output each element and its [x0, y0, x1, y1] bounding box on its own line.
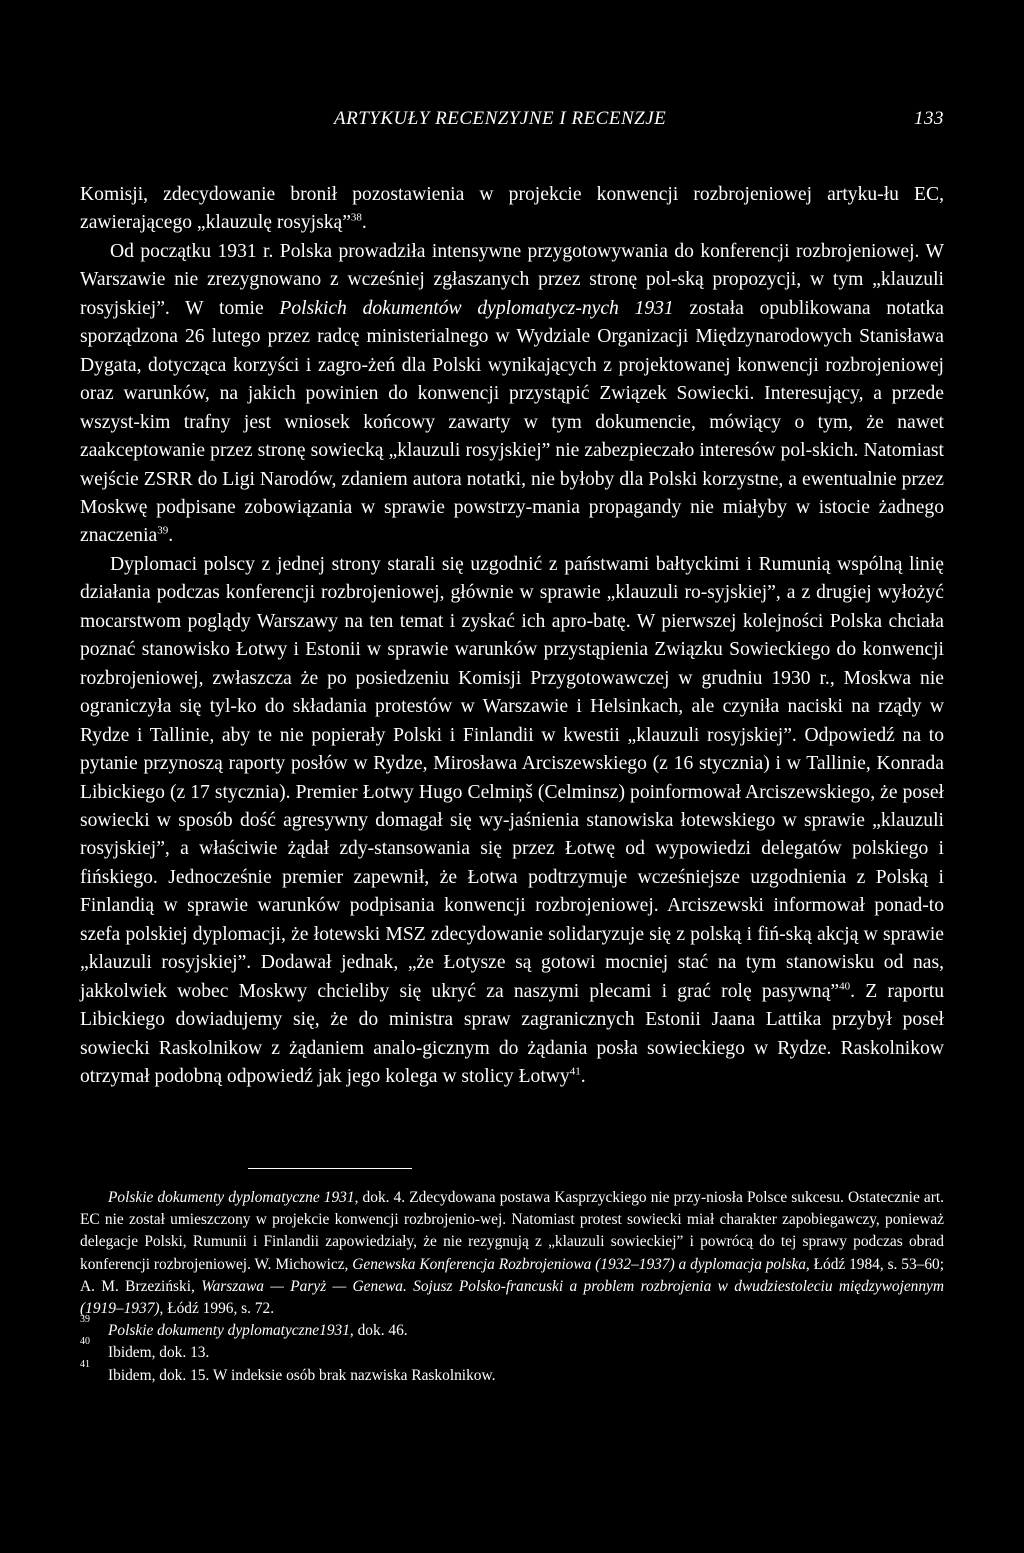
footnote-ref-40: 40	[839, 980, 851, 993]
paragraph-text: Od początku 1931 r. Polska prowadziła intensywne przygotowywania do konferencji rozbrojeniowej. W Warszawie nie zrezygnowano z wcześniej zgłaszanych przez stronę pol-ską propozycji, w tym „klauzuli rosyjskiej”. W tomie	[80, 240, 944, 319]
footnote-number: 41	[80, 1358, 90, 1370]
paragraph-text: została opublikowana notatka sporządzona 26 lutego przez radcę ministerialnego w Wydziale Organizacji Międzynarodowych Stanisława Dygata, dotycząca korzyści i zagro-żeń dla Polski wynikających z projektowanej konwencji rozbrojeniowej oraz warunków, na jakich powinien do konwencji przystąpić Związek Sowiecki. Interesujący, a przede wszyst-kim trafny jest wniosek końcowy zawarty w tym dokumencie, mówiący o tym, że nawet zaakceptowanie przez stronę sowiecką „klauzuli rosyjskiej” nie zabezpieczało interesów pol-skich. Natomiast wejście ZSRR do Ligi Narodów, zdaniem autora notatki, nie byłoby dla Polski korzystne, a ewentualnie przez Moskwę podpisane zobowiązania w sprawie powstrzy-mania propagandy nie miałyby w istocie żadnego znaczenia	[80, 297, 944, 547]
footnote-39	[80, 1314, 944, 1342]
footnote-italic: Polskie dokumenty dyplomatyczne1931	[108, 1322, 350, 1340]
footnote-41	[80, 1358, 944, 1387]
footnote-text: Ibidem, dok. 15. W indeksie osób brak nazwiska Raskolnikow.	[108, 1366, 496, 1384]
footnote-ref-39: 39	[157, 524, 169, 537]
footnote-italic: Genewska Konferencja Rozbrojeniowa (1932–1937) a dyplomacja polska	[352, 1255, 806, 1273]
footnote-38	[80, 1187, 944, 1320]
page-number: 133	[914, 108, 944, 129]
body-text	[80, 181, 944, 1092]
running-head-title: ARTYKUŁY RECENZYJNE I RECENZJE	[334, 108, 667, 129]
paragraph-text: .	[361, 212, 367, 234]
footnote-text: , dok. 46.	[349, 1322, 408, 1340]
footnotes	[80, 1187, 944, 1387]
footnote-separator	[248, 1168, 412, 1169]
footnote-text: , Łódź 1996, s. 72.	[159, 1300, 275, 1318]
footnote-number: 40	[80, 1336, 90, 1348]
paragraph-2	[80, 238, 944, 551]
paragraph-1	[80, 181, 944, 238]
footnote-text: Ibidem, dok. 13.	[108, 1344, 210, 1362]
paragraph-text: .	[168, 525, 174, 547]
paragraph-text: Dyplomaci polscy z jednej strony starali się uzgodnić z państwami bałtyckimi i Rumunią wspólną linię działania podczas konferencji rozbrojeniowej, głównie w sprawie „klauzuli ro-syjskiej”, a z drugiej wyłożyć mocarstwom poglądy Warszawy na ten temat i zyskać ich apro-batę. W pierwszej kolejności Polska chciała poznać stanowisko Łotwy i Estonii w sprawie warunków przystąpienia Związku Sowieckiego do konwencji rozbrojeniowej, zwłaszcza że po posiedzeniu Komisji Przygotowawczej w grudniu 1930 r., Moskwa nie ograniczyła się tyl-ko do składania protestów w Warszawie i Helsinkach, ale czyniła naciski na rządy w Rydze i Tallinie, aby te nie popierały Polski i Finlandii w kwestii „klauzuli rosyjskiej”. Odpowiedź na to pytanie przynoszą raporty posłów w Rydze, Mirosława Arciszewskiego (z 16 stycznia) i w Tallinie, Konrada Libickiego (z 17 stycznia). Premier Łotwy Hugo Celmiņš (Celminsz) poinformował Arciszewskiego, że poseł sowiecki w sposób dość agresywny domagał się wy-jaśnienia stanowiska łotewskiego w sprawie „klauzuli rosyjskiej”, a właściwie żądał zdy-stansowania się przez Łotwę od wypowiedzi delegatów polskiego i fińskiego. Jednocześnie premier zapewnił, że Łotwa podtrzymuje wcześniejsze uzgodnienia z Polską i Finlandią w sprawie warunków podpisania konwencji rozbrojeniowej. Arciszewski informował ponad-to szefa polskiej dyplomacji, że łotewski MSZ zdecydowanie solidaryzuje się z polską i fiń-ską akcją w sprawie „klauzuli rosyjskiej”. Dodawał jednak, „że Łotysze są gotowi mocniej stać na tym stanowisku od nas, jakkolwiek wobec Moskwy chcieliby się ukryć za naszymi plecami i grać rolę pasywną”	[80, 553, 944, 1002]
footnote-40	[80, 1336, 944, 1364]
footnote-italic: Warszawa — Paryż — Genewa. Sojusz Polsko-francuski a problem rozbrojenia w dwudziestoleciu międzywojennym (1919–1937)	[80, 1277, 945, 1318]
paragraph-text: Komisji, zdecydowanie bronił pozostawienia w projekcie konwencji rozbrojeniowej artyku-łu EC, zawierającego „klauzulę rosyjską”	[80, 184, 944, 234]
paragraph-3	[80, 551, 944, 1092]
paragraph-text: . Z raportu Libickiego dowiadujemy się, że do ministra spraw zagranicznych Estonii Jaana Lattika przybył poseł sowiecki Raskolnikow z żądaniem analo-gicznym do żądania posła sowieckiego w Rydze. Raskolnikow otrzymał podobną odpowiedź jak jego kolega w stolicy Łotwy	[80, 980, 944, 1088]
footnote-ref-41: 41	[569, 1065, 581, 1078]
footnote-number: 39	[80, 1314, 90, 1326]
book-title-italic: Polskich dokumentów dyplomatycz-nych 1931	[279, 297, 674, 319]
footnote-text: , Łódź 1984, s. 53–60; A. M. Brzeziński,	[80, 1255, 945, 1295]
footnote-italic: Polskie dokumenty dyplomatyczne 1931	[108, 1189, 355, 1206]
footnote-text: , dok. 4. Zdecydowana postawa Kasprzyckiego nie przy-niosła Polsce sukcesu. Ostatecznie art. EC nie został umieszczony w projekcie konwencji rozbrojenio-wej. Natomiast protest sowiecki miał charakter zapobiegawczy, ponieważ delegacje Polski, Rumunii i Finlandii zapowiedziały, że nie rezygnują z „klauzuli sowieckiej” i powrócą do tej sprawy podczas obrad konferencji rozbrojeniowej. W. Michowicz,	[80, 1189, 944, 1273]
paragraph-text: .	[580, 1066, 586, 1088]
footnote-ref-38: 38	[350, 211, 362, 224]
